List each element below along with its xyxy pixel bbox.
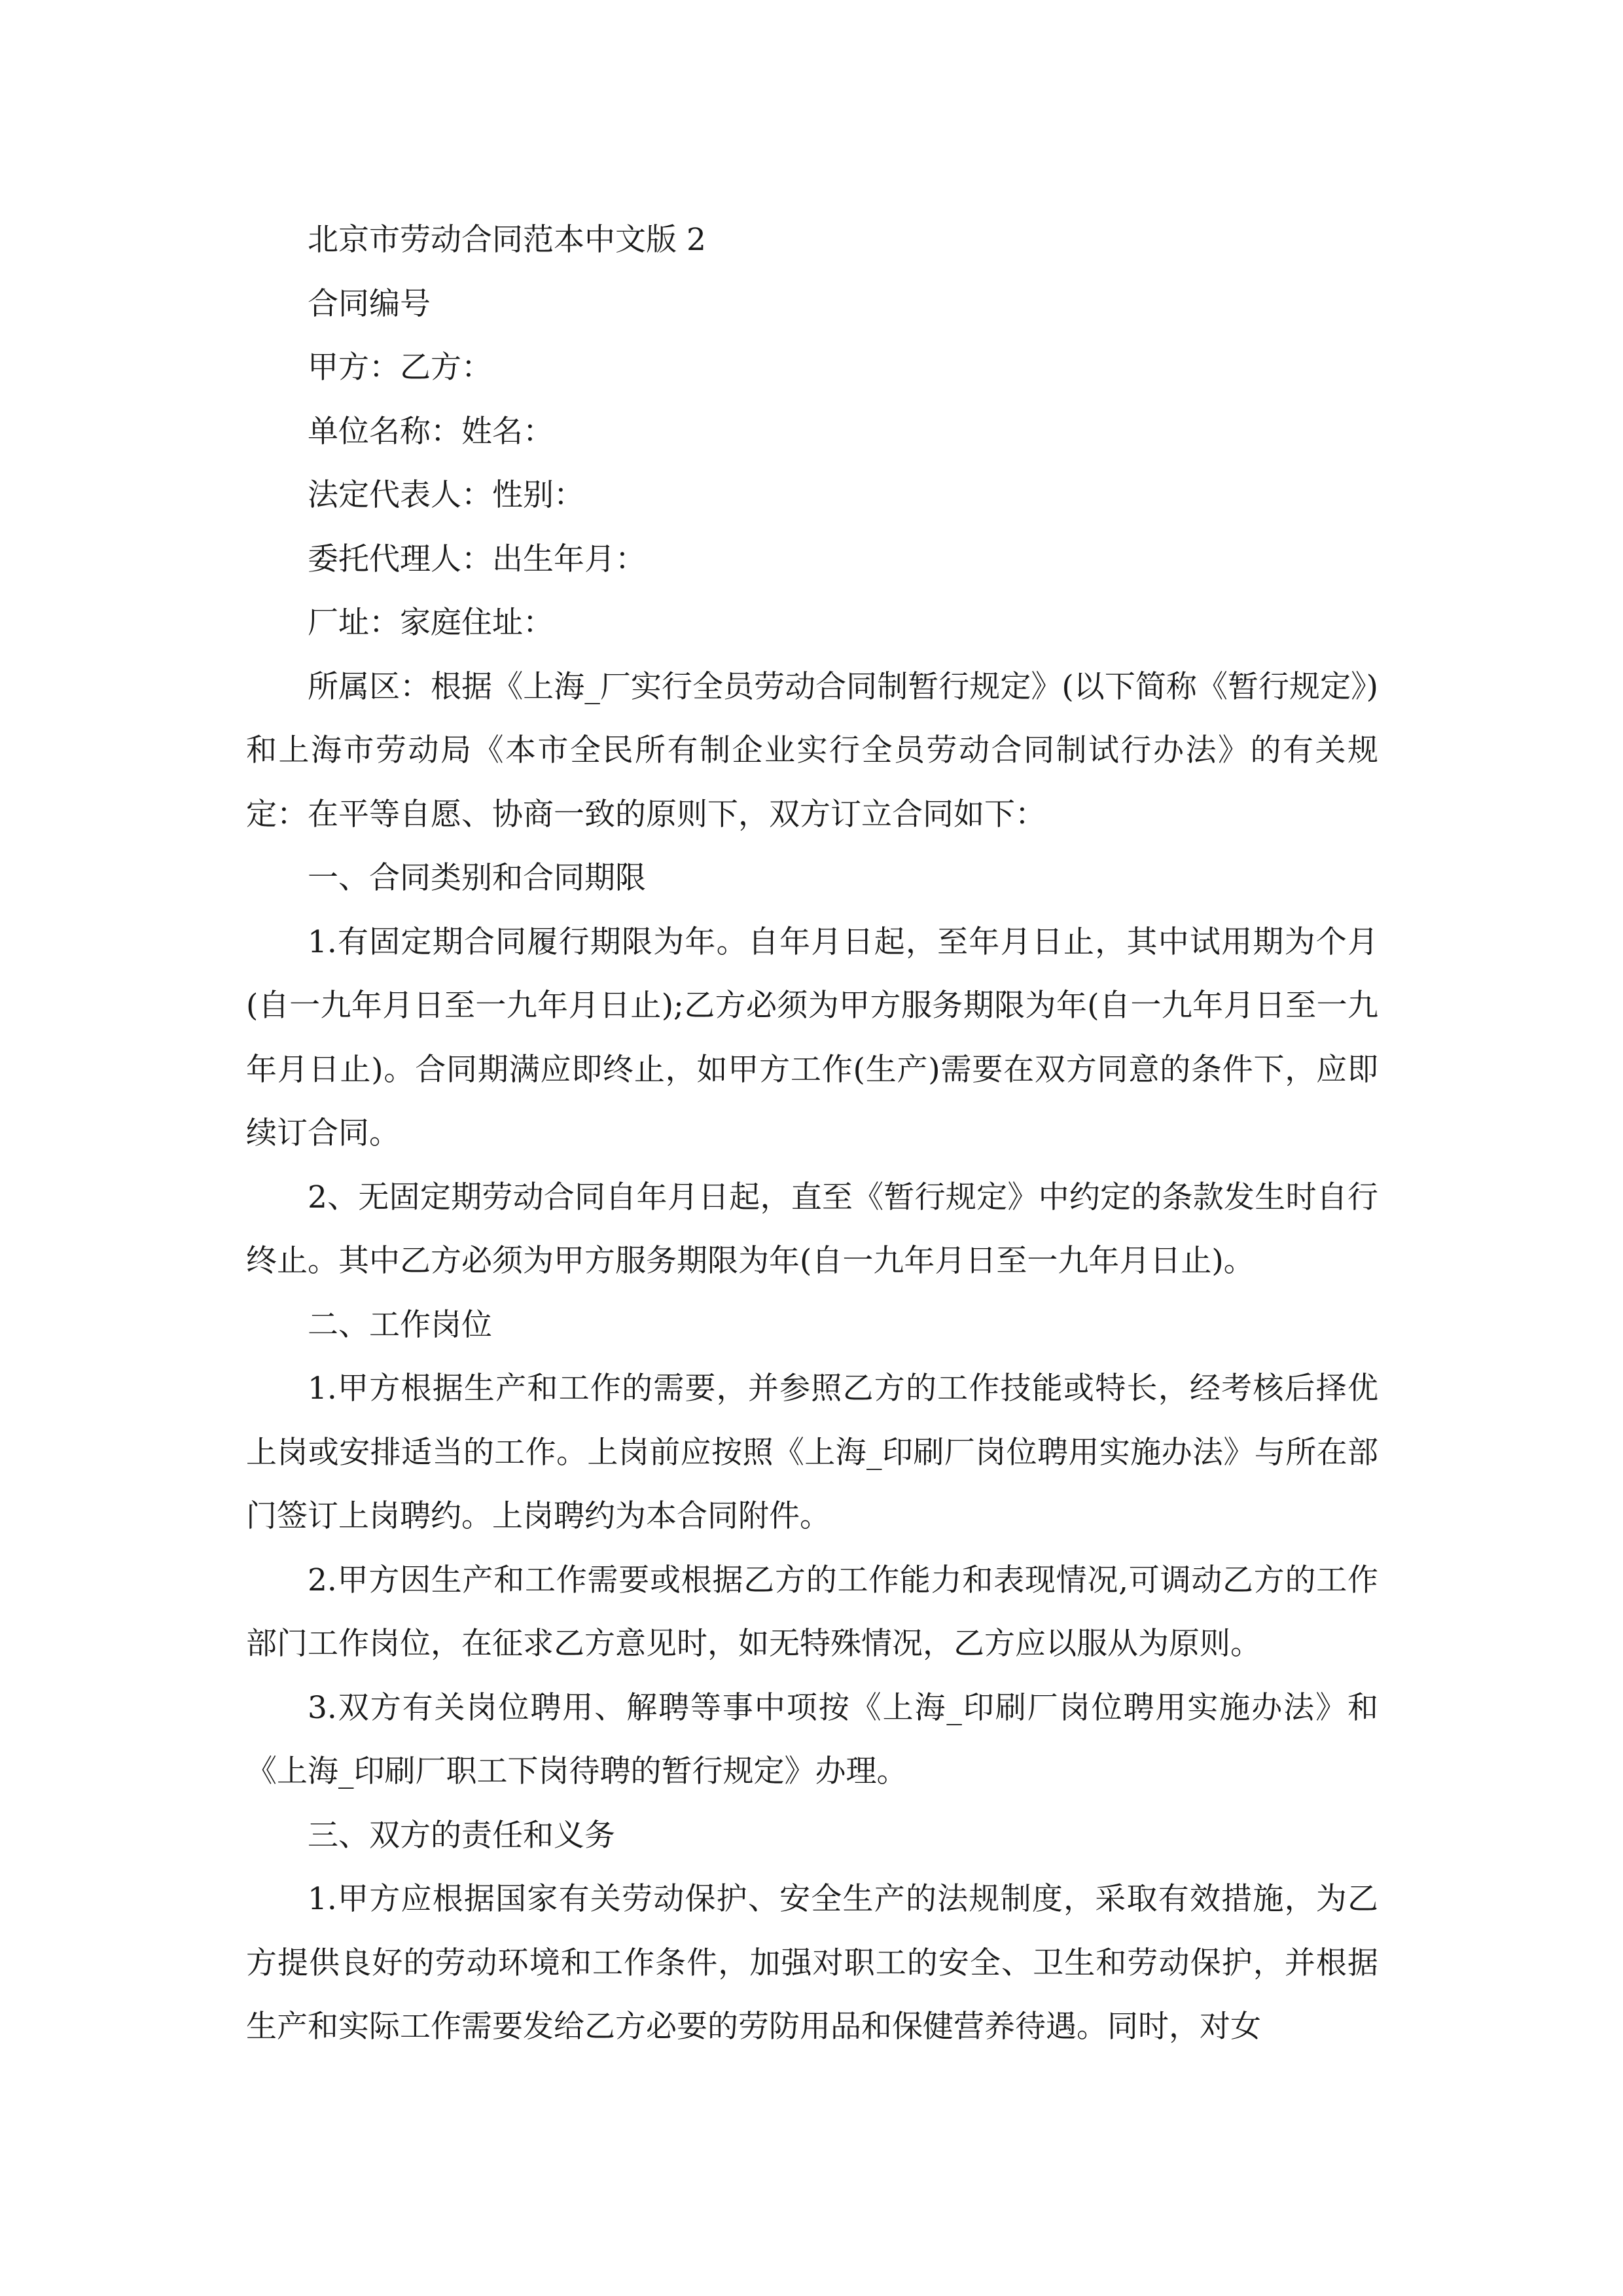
- unit-name-line: 单位名称：姓名：: [308, 413, 554, 450]
- section-2-clause-1: 1.甲方根据生产和工作的需要，并参照乙方的工作技能或特长，经考核后择优上岗或安排适当的工作。上岗前应按照《上海_印刷厂岗位聘用实施办法》与所在部门签订上岗聘约。上岗聘约为本合同附件。: [246, 1371, 1378, 1534]
- document-title: 北京市劳动合同范本中文版 2: [308, 222, 706, 258]
- section-2-clause-2: 2.甲方因生产和工作需要或根据乙方的工作能力和表现情况,可调动乙方的工作部门工作岗位，在征求乙方意见时，如无特殊情况，乙方应以服从为原则。: [246, 1562, 1378, 1662]
- document-body: [246, 208, 1378, 2059]
- legal-representative-line: 法定代表人：性别：: [308, 477, 584, 513]
- section-2-clause-3: 3.双方有关岗位聘用、解聘等事中项按《上海_印刷厂岗位聘用实施办法》和《上海_印刷厂职工下岗待聘的暂行规定》办理。: [246, 1689, 1378, 1789]
- preamble-paragraph: 所属区：根据《上海_厂实行全员劳动合同制暂行规定》(以下简称《暂行规定》)和上海市劳动局《本市全民所有制企业实行全员劳动合同制试行办法》的有关规定：在平等自愿、协商一致的原则下，双方订立合同如下：: [246, 668, 1378, 833]
- section-1-clause-1: 1.有固定期合同履行期限为年。自年月日起，至年月日止，其中试用期为个月(自一九年月日至一九年月日止);乙方必须为甲方服务期限为年(自一九年月日至一九年月日止)。合同期满应即终止，如甲方工作(生产)需要在双方同意的条件下，应即续订合同。: [246, 924, 1378, 1151]
- address-line: 厂址：家庭住址：: [308, 605, 554, 641]
- section-heading-2: 二、工作岗位: [308, 1306, 492, 1343]
- section-3-clause-1: 1.甲方应根据国家有关劳动保护、安全生产的法规制度，采取有效措施，为乙方提供良好的劳动环境和工作条件，加强对职工的安全、卫生和劳动保护，并根据生产和实际工作需要发给乙方必要的劳防用品和保健营养待遇。同时，对女: [246, 1881, 1378, 2045]
- parties-line: 甲方：乙方：: [308, 350, 492, 386]
- contract-number-line: 合同编号: [308, 285, 431, 322]
- section-heading-1: 一、合同类别和合同期限: [308, 860, 646, 896]
- section-heading-3: 三、双方的责任和义务: [308, 1817, 615, 1854]
- section-1-clause-2: 2、无固定期劳动合同自年月日起，直至《暂行规定》中约定的条款发生时自行终止。其中乙方必须为甲方服务期限为年(自一九年月日至一九年月日止)。: [246, 1179, 1378, 1279]
- agent-line: 委托代理人：出生年月：: [308, 541, 646, 577]
